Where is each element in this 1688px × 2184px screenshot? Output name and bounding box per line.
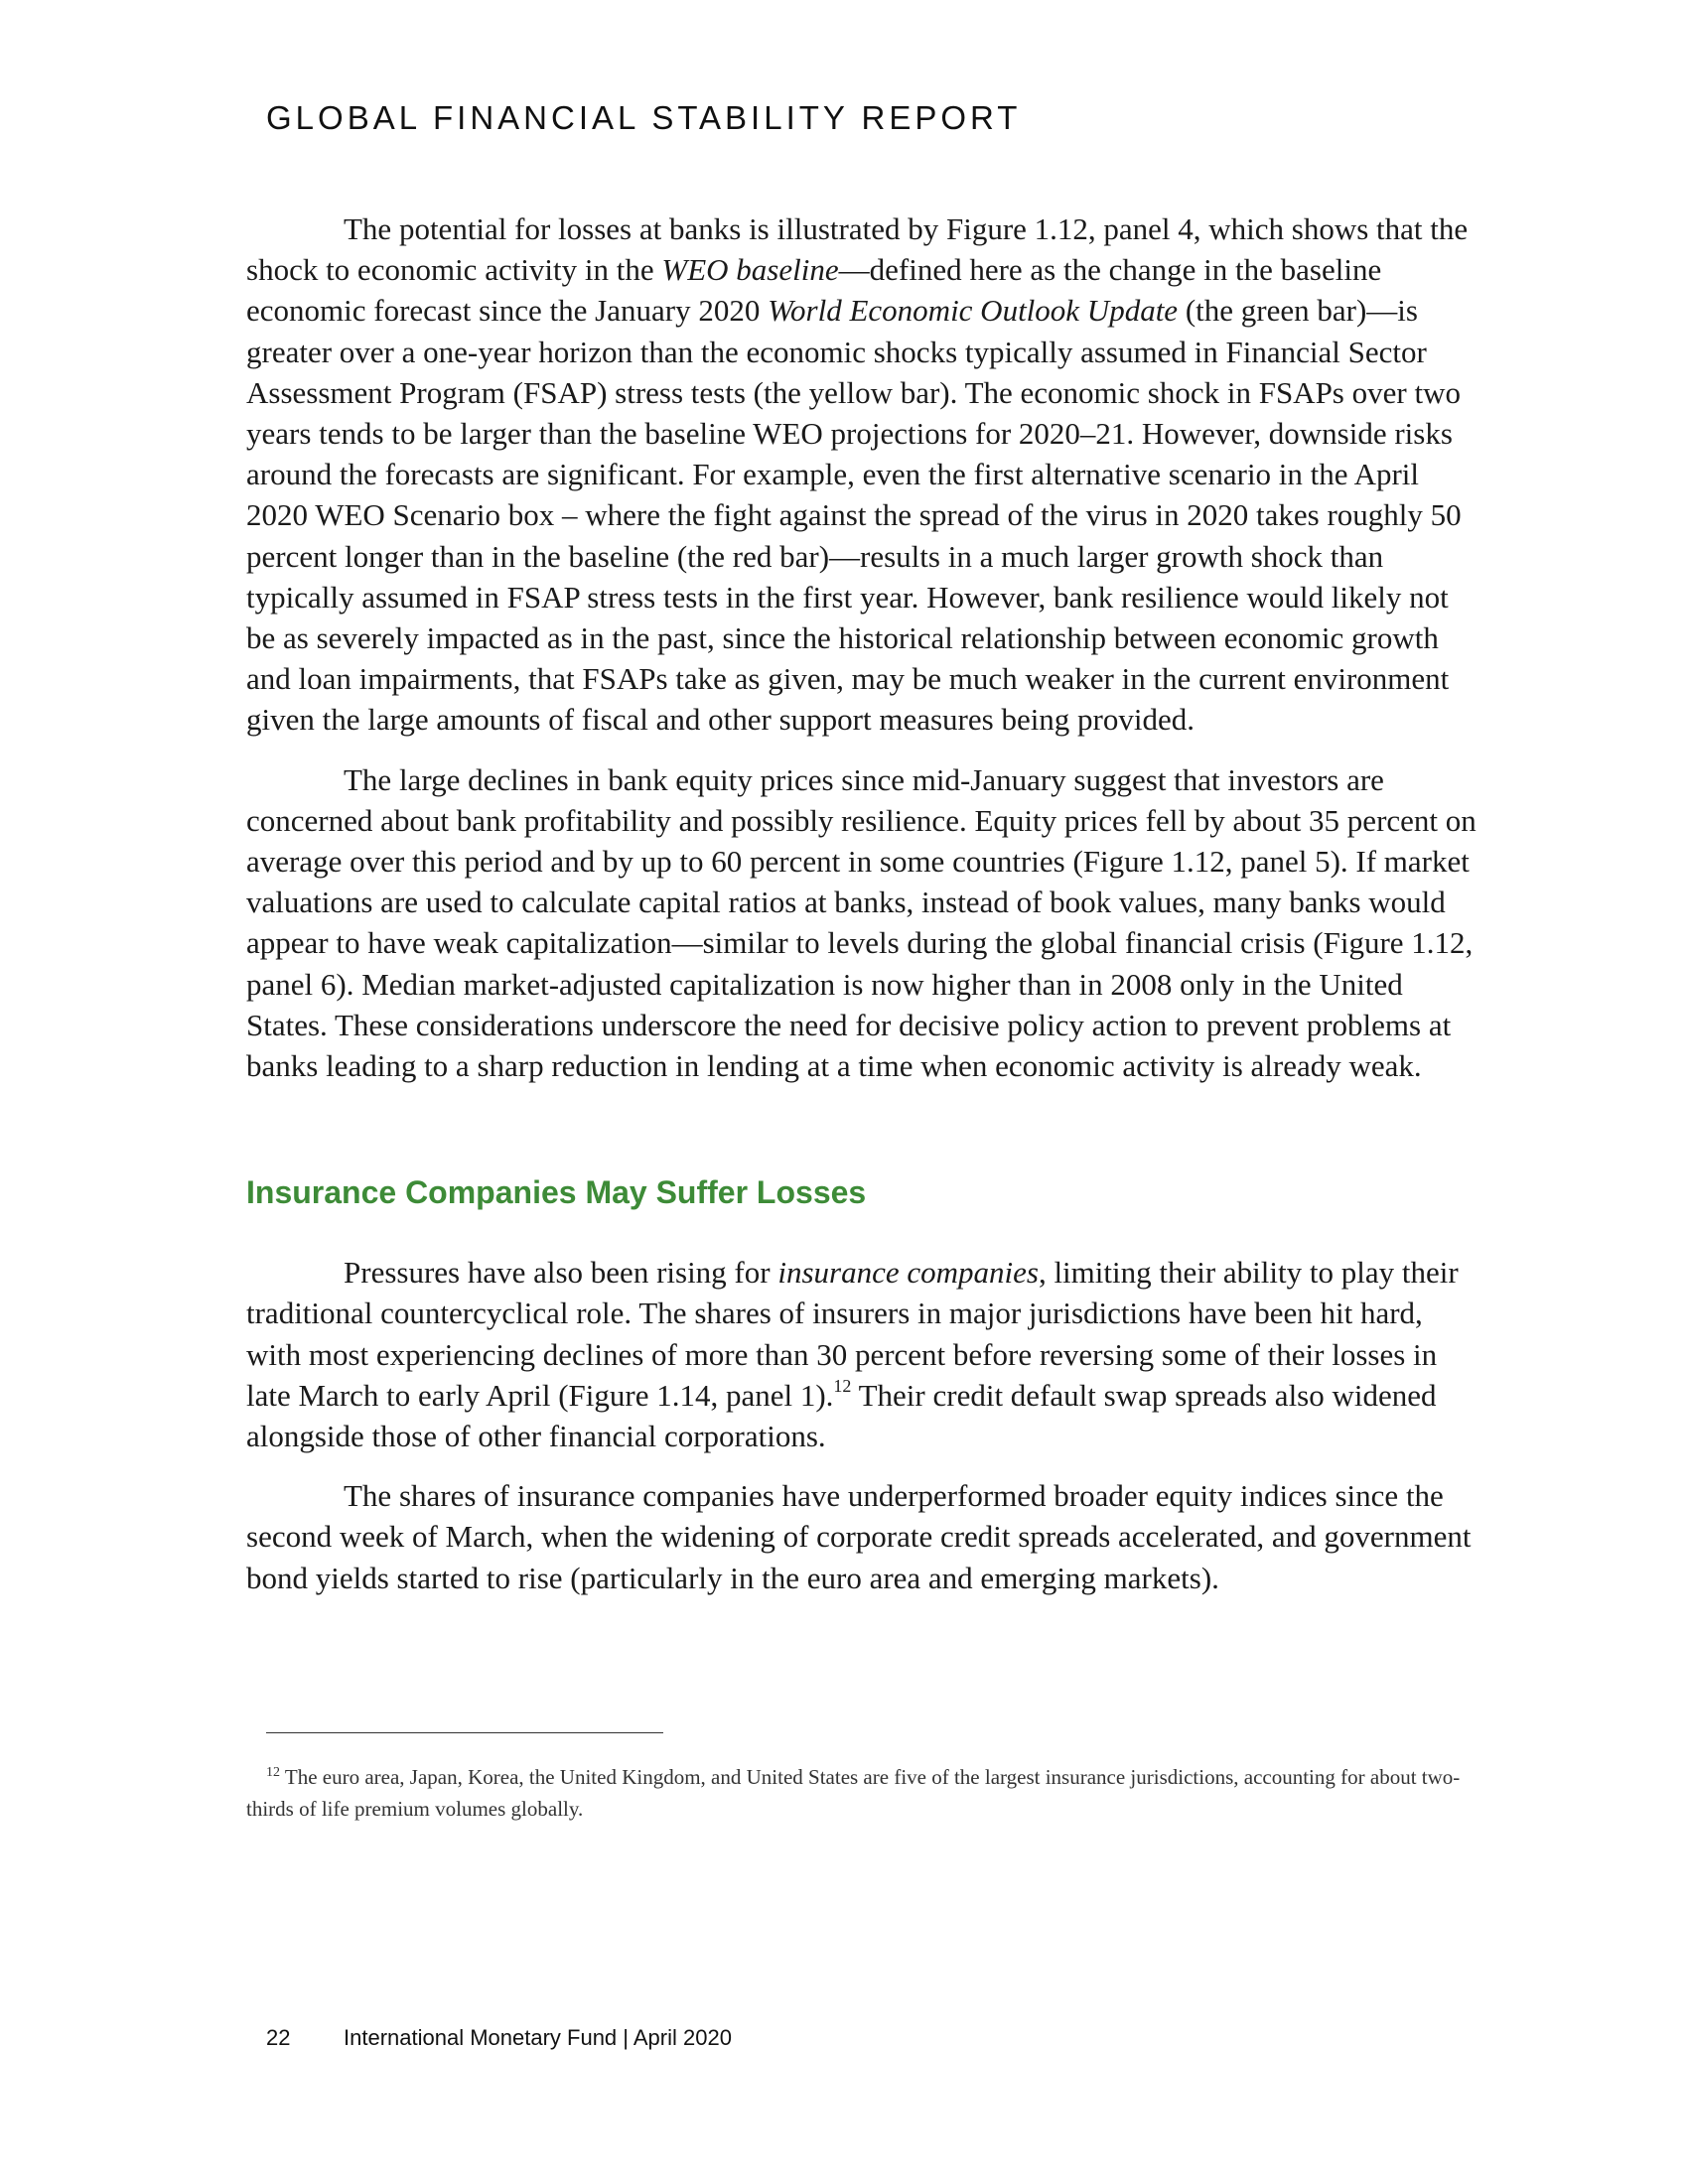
p1-text-c: (the green bar)—is greater over a one-year horizon than the economic shocks typically assumed in Financial Sector Assessment Program (FSAP) stress tests (the yellow bar). The economic shock in FSAPs over two years tends to be larger than the baseline WEO projections for 2020–21. However, downside risks around the forecasts are significant. For example, even the first alternative scenario in the April 2020 WEO Scenario box – where the fight against the spread of the virus in 2020 takes roughly 50 percent longer than in the baseline (the red bar)—results in a much larger growth shock than typically assumed in FSAP stress tests in the first year. However, bank resilience would likely not be as severely impacted as in the past, since the historical relationship between economic growth and loan impairments, that FSAPs take as given, may be much weaker in the current environment given the large amounts of fiscal and other support measures being provided. (246, 293, 1462, 738)
p1-italic-weo-update: World Economic Outlook Update (768, 293, 1179, 329)
main-content (246, 208, 1477, 1598)
footnote-divider (266, 1732, 663, 1733)
footnote-reference[interactable]: 12 (833, 1375, 852, 1396)
p3-text-b: , limiting their ability to play their traditional countercyclical role. The shares of insurers in major jurisdictions have been hit hard, with most experiencing declines of more than 30 percent before reversing some of their losses in late March to early April (Figure 1.14, panel 1). (246, 1255, 1459, 1413)
footnote-text: The euro area, Japan, Korea, the United Kingdom, and United States are five of the largest insurance jurisdictions, accounting for about two-thirds of life premium volumes globally. (246, 1765, 1461, 1821)
paragraph-4: The shares of insurance companies have underperformed broader equity indices since the second week of March, when the widening of corporate credit spreads accelerated, and government bond yields started to rise (particularly in the euro area and emerging markets). (246, 1478, 1472, 1595)
running-header: GLOBAL FINANCIAL STABILITY REPORT (266, 99, 1022, 136)
section-heading: Insurance Companies May Suffer Losses (246, 1174, 867, 1211)
p3-italic-insurance: insurance companies (777, 1255, 1039, 1291)
p1-text-b: —defined here as the change in the baseline economic forecast since the January 2020 (246, 252, 1382, 329)
page-footer (266, 2025, 732, 2051)
p1-text-a: The potential for losses at banks is illustrated by Figure 1.12, panel 4, which shows that the shock to economic activity in the (246, 211, 1469, 288)
p3-text-c: Their credit default swap spreads also widened alongside those of other financial corporations. (246, 1377, 1437, 1454)
paragraph-3 (246, 1252, 1477, 1456)
footnote (246, 1761, 1477, 1825)
paragraph-2: The large declines in bank equity prices since mid-January suggest that investors are concerned about bank profitability and possibly resilience. Equity prices fell by about 35 percent on average over this period and by up to 60 percent in some countries (Figure 1.12, panel 5). If market valuations are used to calculate capital ratios at banks, instead of book values, many banks would appear to have weak capitalization—similar to levels during the global financial crisis (Figure 1.12, panel 6). Median market-adjusted capitalization is now higher than in 2008 only in the United States. These considerations underscore the need for decisive policy action to prevent problems at banks leading to a sharp reduction in lending at a time when economic activity is already weak. (246, 761, 1477, 1084)
footer-text: International Monetary Fund | April 2020 (344, 2025, 732, 2050)
p3-text-a: Pressures have also been rising for (344, 1255, 778, 1291)
paragraph-1 (246, 208, 1477, 741)
page-number: 22 (266, 2025, 291, 2050)
footnote-number: 12 (266, 1765, 280, 1780)
p1-italic-weo-baseline: WEO baseline (661, 252, 839, 288)
